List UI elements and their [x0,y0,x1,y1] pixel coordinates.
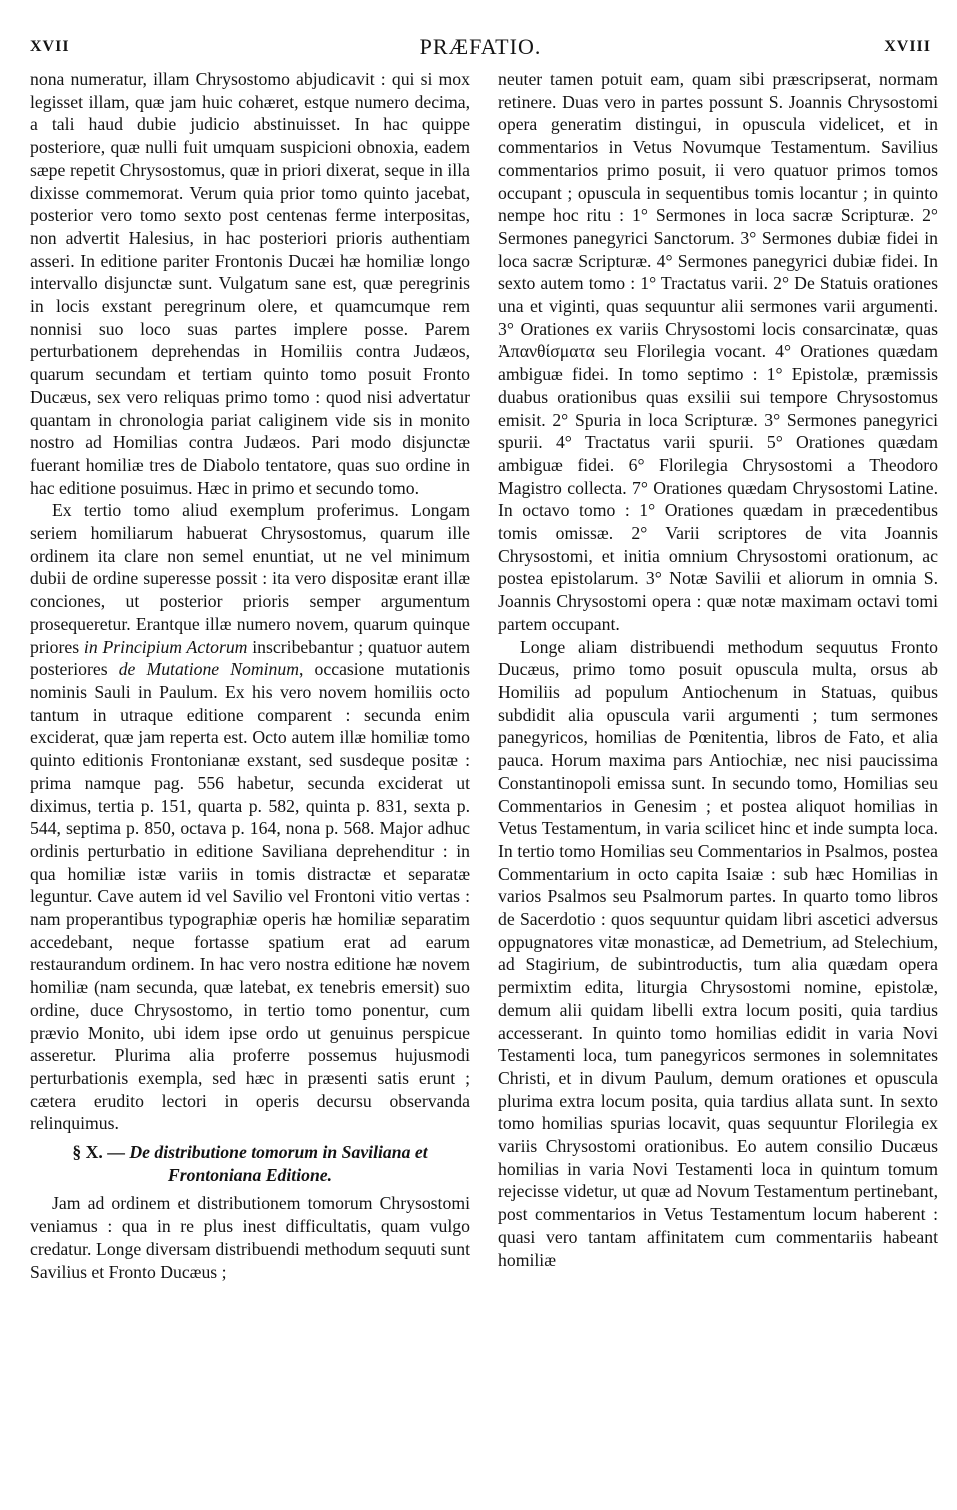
paragraph-text: Ex tertio tomo aliud exemplum proferimus. Longam seriem homiliarum habuerat Chrysostomus, quarum ille ordinem ita clare non semel enuntiat, ut ne vel minimum dubii de ordine superesse possit : ita vero dispositæ erant illæ conciones, ut posterior prioris semper argumentum prosequeretur. Erantque illæ numero novem, quarum quinque priores [30,500,470,657]
paragraph-text: inscribebantur ; quatuor autem posteriores [30,636,471,680]
paragraph [30,499,470,1135]
section-title: De distributione tomorum in Saviliana et Frontoniana Editione. [129,1142,428,1185]
paragraph: neuter tamen potuit eam, quam sibi præscripserat, normam retinere. Duas vero in partes possunt S. Joannis Chrysostomi opera generatim distingui, in opuscula videlicet, et in commentarios in Vetus Novumque Testamentum. Savilius commentarios primo posuit, ii vero quatuor primos tomos occupant ; opuscula in sequentibus tomis locantur ; in quinto nempe hoc ritu : 1° Sermones in loca sacræ Scripturæ. 2° Sermones panegyrici Sanctorum. 3° Sermones dubiæ fidei in loca sacræ Scripturæ. 4° Sermones panegyrici dubiæ fidei. In sexto autem tomo : 1° Tractatus varii. 2° De Statuis orationes una et viginti, quas sequuntur alii sermones varii argumenti. 3° Orationes ex variis Chrysostomi locis consarcinatæ, quas Ἀπανθίσματα seu Florilegia vocant. 4° Orationes quædam ambiguæ fidei. In tomo septimo : 1° Epistolæ, præmissis duabus orationibus quas exsilii sui tempore Chrysostomus emisit. 2° Spuria in loca Scripturæ. 3° Sermones panegyrici spurii. 4° Tractatus varii spurii. 5° Orationes quædam ambiguæ fidei. 6° Florilegia Chrysostomi a Theodoro Magistro collecta. 7° Orationes quædam Chrysostomi Latine. In octavo tomo : 1° Orationes quædam in præcedentibus tomis omissæ. 2° Varii scriptores de vita Joannis Chrysostomi, et initia omnium Chrysostomi orationum, ac postea epistolarum. 3° Notæ Savilii et aliorum in omnia S. Joannis Chrysostomi opera : quæ notæ maximam octavi tomi partem occupant. [498,69,938,634]
section-number: § X. — [72,1142,125,1163]
section-heading [30,1141,470,1186]
running-title: PRÆFATIO. [419,34,542,59]
right-column [498,68,938,1271]
title-italic: de Mutatione Nominum [118,659,300,680]
page-number-left: XVII [30,38,70,55]
paragraph: Longe aliam distribuendi methodum sequutus Fronto Ducæus, primo tomo posuit opuscula multa, orsus ab Homiliis ad populum Antiochenum in Statuas, quibus subdidit alia opuscula varii argumenti ; tum sermones panegyricos, homilias de Pœnitentia, libros de Fato, et alia pauca. Horum maxima pars Antiochiæ, nec nisi paucissima Constantinopoli emissa sunt. In secundo tomo, Homilias seu Commentarios in Genesim ; et postea aliquot homilias in Vetus Testamentum, in varia scilicet hinc et inde sumpta loca. In tertio tomo Homilias seu Commentarios in Psalmos, postea Commentarium in octo capita Isaiæ : sub hæc Homilias in varios Psalmos seu Psalmorum partes. In quarto tomo libros de Sacerdotio : quos sequuntur quidam libri ascetici adversus oppugnatores vitæ monasticæ, ad Demetrium, ad Stelechium, ad Stagirium, de subintroductis, tum alia quædam opera permixtim edita, liturgia Chrysostomi nomine, epistolæ, demum alii quidam libelli extra locum positi, quia tardius accesserant. In quinto tomo homilias edidit in varia Novi Testamenti loca, tum panegyricos sermones in solemnitates Christi, et in divum Paulum, demum orationes et opuscula plurima extra locum posita, quia tardius allata sunt. In sexto tomo homilias spurias locavit, quas sequuntur Florilegia ex variis Chrysostomi orationibus. Eo autem consilio Ducæus homilias in varia Novi Testamenti loca in quintum tomum rejecisse videtur, ut quæ ad Novum Testamentum pertinebant, post commentarios in Vetus Testamentum locum haberent : quasi vero tantam affinitatem cum commentariis habeant homiliæ [498,636,938,1270]
paragraph: nona numeratur, illam Chrysostomo abjudicavit : qui si mox legisset illam, quæ jam huic cohæret, estque numero decima, a tali haud dubie judicio abstinuisset. In hac quippe posteriore, quæ nulli fuit umquam suspicioni obnoxia, eadem sæpe repetit Chrysostomus, quæ in priori dixerat, seque in illa dixisse commemorat. Verum quia prior tomo quinto jacebat, posterior vero tomo sexto post centenas ferme interpositas, non advertit Halesius, in hac posteriori prioris authentiam asseri. In editione pariter Frontonis Ducæi hæ homiliæ longo intervallo disjunctæ sunt. Vulgatum sane est, quæ peregrinis in locis exstant peregrinum olere, et quamcumque rem nonnisi suo loco suas partes implere posse. Parem perturbationem deprehendas in Homiliis contra Judæos, quarum secundam et tertiam quinto tomo posuit Fronto Ducæus, sex vero reliquas primo tomo : quod nisi advertatur quantam in chronologia pariat caliginem vide sis in monito nostro ad Homilias contra Judæos. Pari modo disjunctæ fuerant homiliæ tres de Diabolo tentatore, quas suo ordine in hac editione posuimus. Hæc in primo et secundo tomo. [30,69,470,498]
page-header [30,34,931,64]
paragraph: Jam ad ordinem et distributionem tomorum Chrysostomi veniamus : qua in re plus inest difficultatis, quam vulgo credatur. Longe diversam distribuendi methodum sequuti sunt Savilius et Fronto Ducæus ; [30,1193,470,1282]
paragraph-text: , occasione mutationis nominis Sauli in Paulum. Ex his vero novem homiliis octo tantum in utraque editione comparent : secunda enim exciderat, quæ jam reperta est. Octo autem illæ homiliæ tomo quinto editionis Frontonianæ exstant, sed susdeque positæ : prima namque pag. 556 habetur, secunda exciderat ut diximus, tertia p. 151, quarta p. 582, quinta p. 831, sexta p. 544, septima p. 850, octava p. 164, nona p. 568. Major adhuc ordinis perturbatio in editione Saviliana deprehenditur : in qua homiliæ istæ variis in tomis distractæ et separatæ leguntur. Cave autem id vel Savilio vel Frontoni vitio vertas : nam properantibus typographiæ operis hæ homiliæ separatim accedebant, neque fortasse spatium erat ad earum restaurandum ordinem. In hac vero nostra editione hæ novem homiliæ (nam secunda, quæ latebat, ex tenebris emersit) suo ordine, duce Chrysostomo, in tertio tomo ponentur, cum prævio Monito, ubi idem ipse ordo ut genuinus perspicue asseretur. Plurima alia proferre possemus hujusmodi perturbationis exempla, sed hæc in præsenti satis erunt ; cætera erudito lectori in operis decursu observanda relinquimus. [30,659,471,1134]
left-column [30,68,470,1283]
title-italic: in Principium Actorum [83,636,248,657]
page-number-right: XVIII [884,38,931,55]
